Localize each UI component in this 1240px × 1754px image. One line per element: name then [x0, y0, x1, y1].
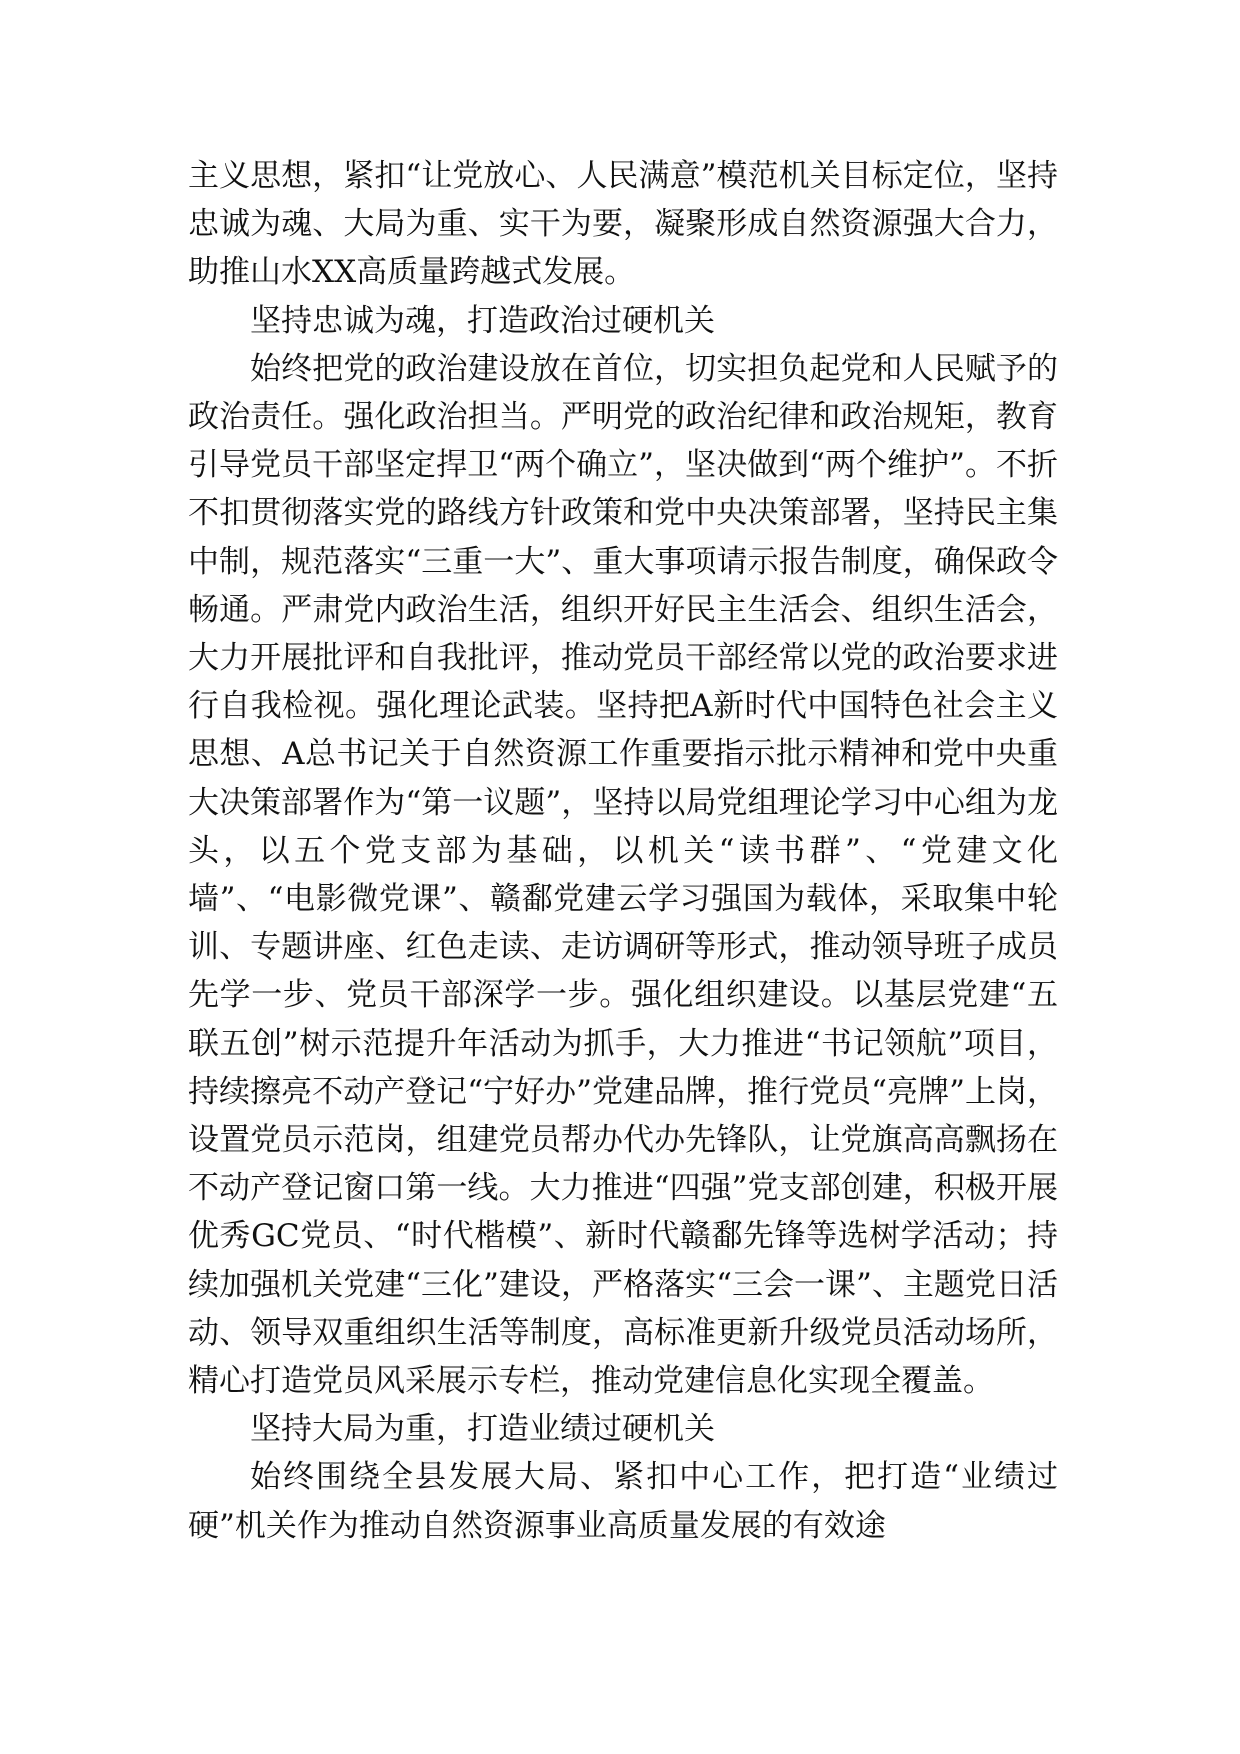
section-heading-overall-situation: 坚持大局为重，打造业绩过硬机关	[250, 1411, 715, 1448]
paragraph-political-building: 始终把党的政治建设放在首位，切实担负起党和人民赋予的政治责任。强化政治担当。严明党的政治纪律和政治规矩，教育引导党员干部坚定捍卫“两个确立”，坚决做到“两个维护”。不折不扣贯彻落实党的路线方针政策和党中央决策部署，坚持民主集中制，规范落实“三重一大”、重大事项请示报告制度，确保政令畅通。严肃党内政治生活，组织开好民主生活会、组织生活会，大力开展批评和自我批评，推动党员干部经常以党的政治要求进行自我检视。强化理论武装。坚持把A新时代中国特色社会主义思想、A总书记关于自然资源工作重要指示批示精神和党中央重大决策部署作为“第一议题”，坚持以局党组理论学习中心组为龙头，以五个党支部为基础，以机关“读书群”、“党建文化墙”、“电影微党课”、赣鄱党建云学习强国为载体，采取集中轮训、专题讲座、红色走读、走访调研等形式，推动领导班子成员先学一步、党员干部深学一步。强化组织建设。以基层党建“五联五创”树示范提升年活动为抓手，大力推进“书记领航”项目，持续擦亮不动产登记“宁好办”党建品牌，推行党员“亮牌”上岗，设置党员示范岗，组建党员帮办代办先锋队，让党旗高高飘扬在不动产登记窗口第一线。大力推进“四强”党支部创建，积极开展优秀GC党员、“时代楷模”、新时代赣鄱先锋等选树学活动；持续加强机关党建“三化”建设，严格落实“三会一课”、主题党日活动、领导双重组织生活等制度，高标准更新升级党员活动场所，精心打造党员风采展示专栏，推动党建信息化实现全覆盖。	[188, 350, 1058, 1400]
document-page	[188, 152, 1058, 1550]
paragraph-performance: 始终围绕全县发展大局、紧扣中心工作，把打造“业绩过硬”机关作为推动自然资源事业高质量发展的有效途	[188, 1459, 1058, 1544]
section-heading-loyalty: 坚持忠诚为魂，打造政治过硬机关	[250, 302, 715, 339]
paragraph-intro-continued: 主义思想，紧扣“让党放心、人民满意”模范机关目标定位，坚持忠诚为魂、大局为重、实干为要，凝聚形成自然资源强大合力，助推山水XX高质量跨越式发展。	[188, 158, 1058, 291]
